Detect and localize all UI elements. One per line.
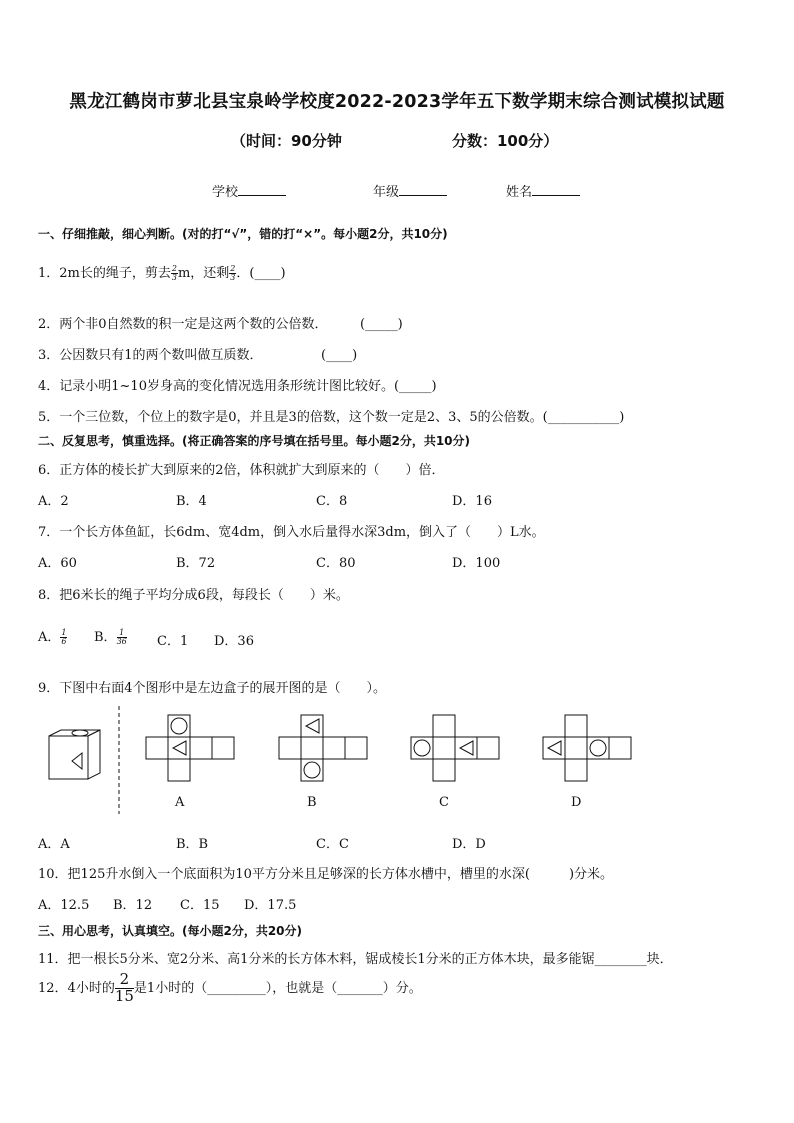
- q8-option-c[interactable]: C．1: [157, 634, 189, 649]
- q9-option-a[interactable]: A．A: [38, 837, 70, 852]
- q9-option-b[interactable]: B．B: [176, 837, 209, 852]
- q7-option-a[interactable]: A．60: [38, 556, 77, 571]
- question-7: 7．一个长方体鱼缸，长6dm、宽4dm，倒入水后量得水深3dm，倒入了（ ）L水。: [38, 525, 545, 540]
- question-4: 4．记录小明1~10岁身高的变化情况选用条形统计图比较好。(_____): [38, 379, 437, 394]
- figure-label-c: C: [439, 795, 449, 810]
- q7-option-c[interactable]: C．80: [316, 556, 356, 571]
- figure-label-d: D: [571, 795, 582, 810]
- q7-option-d[interactable]: D．100: [452, 556, 501, 571]
- question-12: 12．4小时的 $\frac{2}{15}$ 是1小时的（_________），也就是（_______）分。: [38, 970, 422, 1005]
- q10-option-c[interactable]: C．15: [180, 898, 220, 913]
- net-a: [146, 715, 234, 781]
- net-c: [411, 715, 499, 781]
- fraction: $\frac{1}{6}$: [61, 628, 67, 646]
- cube-box: [49, 730, 100, 779]
- grade-label: 年级: [373, 185, 400, 200]
- page-title: 黑龙江鹤岗市萝北县宝泉岭学校度2022-2023学年五下数学期末综合测试模拟试题: [69, 92, 725, 112]
- q10-option-b[interactable]: B．12: [113, 898, 153, 913]
- q9-option-d[interactable]: D．D: [452, 837, 486, 852]
- net-b: [279, 715, 367, 781]
- question-1: 1．2m长的绳子，剪去 $\frac{2}{3}$ m，还剩 $\frac{2}{3}$ ．(____): [38, 264, 286, 282]
- q7-option-b[interactable]: B．72: [176, 556, 216, 571]
- fraction: $\frac{2}{3}$: [171, 264, 177, 282]
- school-field[interactable]: [212, 181, 286, 200]
- question-10: 10．把125升水倒入一个底面积为10平方分米且足够深的长方体水槽中，槽里的水深( )分米。: [38, 867, 614, 882]
- net-d: [543, 715, 631, 781]
- school-label: 学校: [212, 185, 239, 200]
- fraction: $\frac{2}{3}$: [230, 264, 236, 282]
- q6-option-c[interactable]: C．8: [316, 494, 348, 509]
- question-2: 2．两个非0自然数的积一定是这两个数的公倍数． (_____): [38, 317, 403, 332]
- q6-option-a[interactable]: A．2: [38, 494, 69, 509]
- grade-field[interactable]: [373, 181, 447, 200]
- q8-option-a[interactable]: A． $\frac{1}{6}$: [38, 628, 67, 646]
- q6-option-b[interactable]: B．4: [176, 494, 207, 509]
- question-5: 5．一个三位数，个位上的数字是0，并且是3的倍数，这个数一定是2、3、5的公倍数。(___________): [38, 410, 625, 425]
- question-9: 9．下图中右面4个图形中是左边盒子的展开图的是（ ）。: [38, 681, 387, 696]
- q8-option-b[interactable]: B． $\frac{1}{36}$: [94, 628, 127, 646]
- q6-option-d[interactable]: D．16: [452, 494, 492, 509]
- figure-label-b: B: [307, 795, 317, 810]
- name-label: 姓名: [506, 185, 533, 200]
- exam-score: 分数：100分）: [452, 132, 559, 150]
- q9-option-c[interactable]: C．C: [316, 837, 349, 852]
- question-11: 11．把一根长5分米、宽2分米、高1分米的长方体木料，锯成棱长1分米的正方体木块，最多能锯________块．: [38, 952, 673, 967]
- q8-option-d[interactable]: D．36: [214, 634, 254, 649]
- fraction: $\frac{1}{36}$: [116, 628, 127, 646]
- question-3: 3．公因数只有1的两个数叫做互质数． (____): [38, 348, 358, 363]
- section2-heading: 二、反复思考，慎重选择。(将正确答案的序号填在括号里。每小题2分，共10分): [38, 434, 471, 448]
- exam-time: （时间：90分钟: [231, 132, 342, 150]
- section3-heading: 三、用心思考，认真填空。(每小题2分，共20分): [38, 924, 303, 938]
- q10-option-d[interactable]: D．17.5: [244, 898, 297, 913]
- figure-label-a: A: [175, 795, 185, 810]
- question-6: 6．正方体的棱长扩大到原来的2倍，体积就扩大到原来的（ ）倍．: [38, 463, 445, 478]
- section1-heading: 一、仔细推敲，细心判断。(对的打“√”，错的打“×”。每小题2分，共10分): [38, 227, 448, 241]
- name-field[interactable]: [506, 181, 580, 200]
- fraction: $\frac{2}{15}$: [114, 970, 134, 1005]
- q10-option-a[interactable]: A．12.5: [38, 898, 90, 913]
- question-8: 8．把6米长的绳子平均分成6段，每段长（ ）米。: [38, 588, 349, 603]
